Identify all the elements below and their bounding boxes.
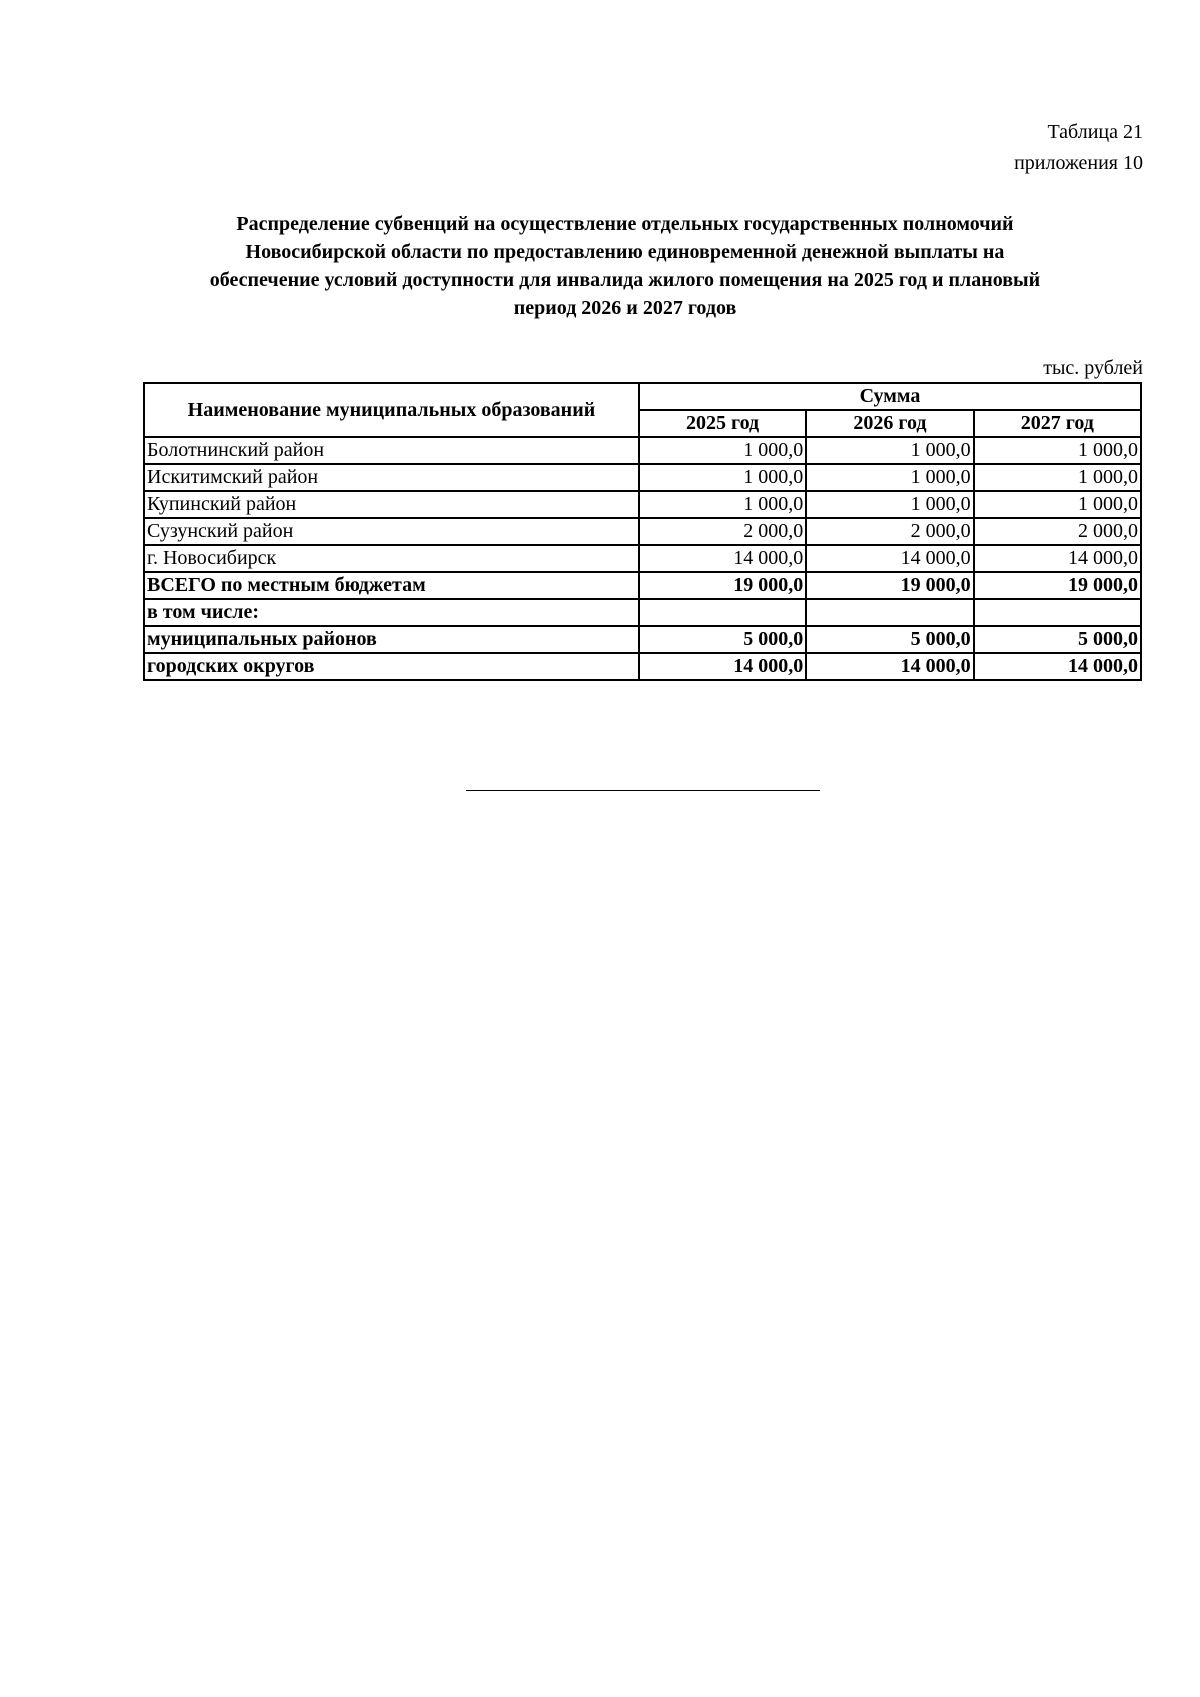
header-municipality: Наименование муниципальных образований: [144, 383, 639, 437]
amount-cell-2026: 19 000,0: [806, 572, 973, 599]
municipality-name: г. Новосибирск: [144, 545, 639, 572]
amount-cell-2027: 19 000,0: [974, 572, 1141, 599]
amount-cell-2026: 1 000,0: [806, 437, 973, 464]
amount-cell-2027: 14 000,0: [974, 653, 1141, 680]
table-row: [144, 545, 1141, 572]
municipality-name: Искитимский район: [144, 464, 639, 491]
amount-cell-2027: 1 000,0: [974, 464, 1141, 491]
amount-cell-2026: 14 000,0: [806, 545, 973, 572]
amount-cell-2025: 14 000,0: [639, 545, 806, 572]
amount-cell-2027: 14 000,0: [974, 545, 1141, 572]
municipality-name: ВСЕГО по местным бюджетам: [144, 572, 639, 599]
table-row: [144, 464, 1141, 491]
table-row: [144, 518, 1141, 545]
table-row: [144, 653, 1141, 680]
title-line: Новосибирской области по предоставлению единовременной денежной выплаты на: [245, 241, 1005, 263]
amount-cell-2027: 2 000,0: [974, 518, 1141, 545]
amount-cell-2026: 1 000,0: [806, 464, 973, 491]
table-row: [144, 599, 1141, 626]
municipality-name: Купинский район: [144, 491, 639, 518]
amount-cell-2025: 2 000,0: [639, 518, 806, 545]
amount-cell-2026: 5 000,0: [806, 626, 973, 653]
amount-cell-2025: [639, 599, 806, 626]
header-year-2025: 2025 год: [639, 410, 806, 437]
header-year-2027: 2027 год: [974, 410, 1141, 437]
end-separator-line: [466, 790, 820, 791]
amount-cell-2027: [974, 599, 1141, 626]
title-line: обеспечение условий доступности для инвалида жилого помещения на 2025 год и плановый: [209, 269, 1041, 291]
amount-cell-2026: 14 000,0: [806, 653, 973, 680]
amount-cell-2027: 5 000,0: [974, 626, 1141, 653]
subvention-table: [143, 382, 1142, 681]
amount-cell-2027: 1 000,0: [974, 491, 1141, 518]
municipality-name: городских округов: [144, 653, 639, 680]
amount-cell-2025: 1 000,0: [639, 437, 806, 464]
units-label: тыс. рублей: [1043, 357, 1143, 379]
table-body: [144, 437, 1141, 680]
table-row: [144, 437, 1141, 464]
table-number: Таблица 21: [1047, 121, 1143, 143]
amount-cell-2025: 14 000,0: [639, 653, 806, 680]
appendix-number: приложения 10: [1014, 152, 1143, 174]
amount-cell-2025: 1 000,0: [639, 491, 806, 518]
title-line: Распределение субвенций на осуществление отдельных государственных полномочий: [236, 213, 1014, 235]
table-row: [144, 491, 1141, 518]
amount-cell-2025: 1 000,0: [639, 464, 806, 491]
amount-cell-2026: [806, 599, 973, 626]
header-year-2026: 2026 год: [806, 410, 973, 437]
amount-cell-2025: 19 000,0: [639, 572, 806, 599]
amount-cell-2026: 2 000,0: [806, 518, 973, 545]
amount-cell-2027: 1 000,0: [974, 437, 1141, 464]
municipality-name: в том числе:: [144, 599, 639, 626]
amount-cell-2026: 1 000,0: [806, 491, 973, 518]
title-line: период 2026 и 2027 годов: [513, 297, 737, 319]
municipality-name: муниципальных районов: [144, 626, 639, 653]
table-row: [144, 626, 1141, 653]
municipality-name: Сузунский район: [144, 518, 639, 545]
header-sum: Сумма: [639, 383, 1141, 410]
document-title: [145, 210, 1105, 322]
municipality-name: Болотнинский район: [144, 437, 639, 464]
table-row: [144, 572, 1141, 599]
amount-cell-2025: 5 000,0: [639, 626, 806, 653]
